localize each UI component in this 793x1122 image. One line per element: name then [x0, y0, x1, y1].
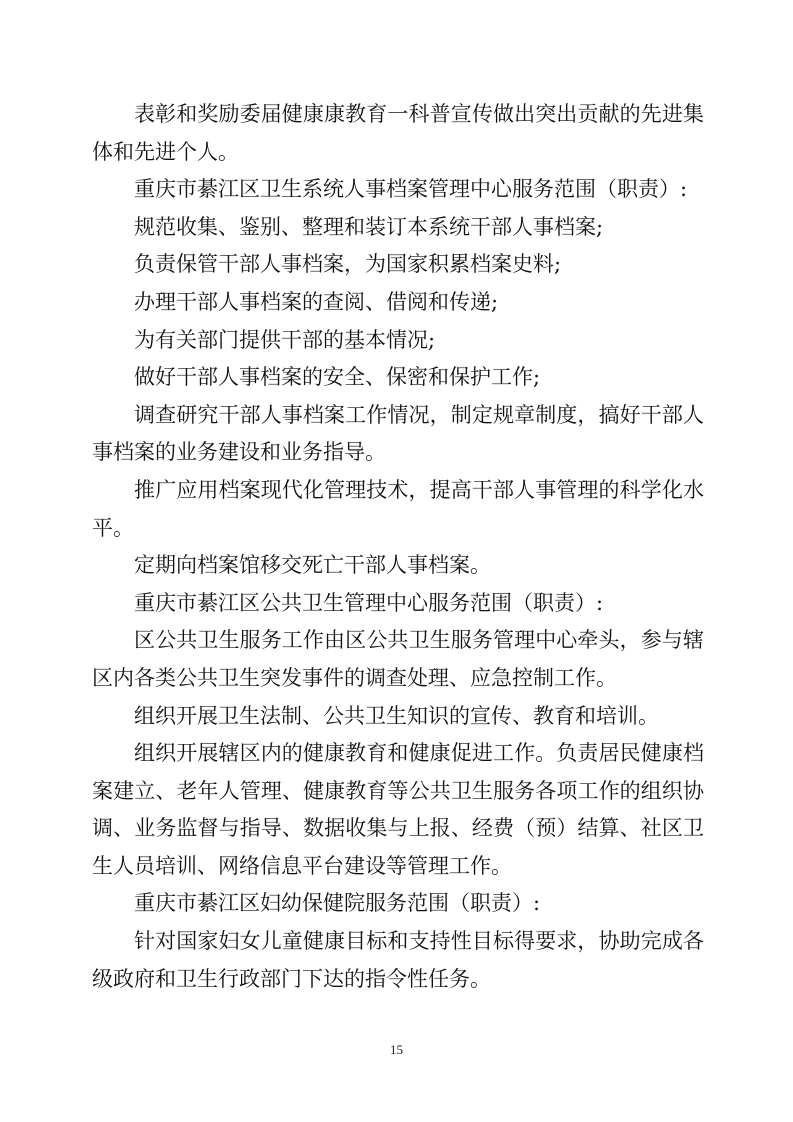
paragraph: 组织开展辖区内的健康教育和健康促进工作。负责居民健康档案建立、老年人管理、健康教育等公共卫生服务各项工作的组织协调、业务监督与指导、数据收集与上报、经费（预）结算、社区卫生人员培训、网络信息平台建设等管理工作。: [92, 741, 704, 878]
paragraph: 推广应用档案现代化管理技术，提高干部人事管理的科学化水平。: [92, 477, 704, 540]
paragraph: 为有关部门提供干部的基本情况;: [134, 327, 436, 352]
page-number: 15: [390, 1042, 403, 1057]
section-heading: 重庆市綦江区公共卫生管理中心服务范围（职责）:: [134, 590, 604, 615]
paragraph: 组织开展卫生法制、公共卫生知识的宣传、教育和培训。: [134, 703, 659, 728]
section-heading: 重庆市綦江区卫生系统人事档案管理中心服务范围（职责）:: [134, 177, 688, 202]
paragraph: 调查研究干部人事档案工作情况，制定规章制度，搞好干部人事档案的业务建设和业务指导。: [92, 402, 704, 465]
paragraph: 定期向档案馆移交死亡干部人事档案。: [134, 553, 491, 578]
paragraph: 负责保管干部人事档案，为国家积累档案史料;: [134, 252, 562, 277]
section-heading: 重庆市綦江区妇幼保健院服务范围（职责）:: [134, 891, 541, 916]
document-body: [92, 96, 704, 998]
paragraph: 区公共卫生服务工作由区公共卫生服务管理中心牵头，参与辖区内各类公共卫生突发事件的调查处理、应急控制工作。: [92, 628, 704, 690]
paragraph: 做好干部人事档案的安全、保密和保护工作;: [134, 365, 541, 390]
paragraph: 针对国家妇女儿童健康目标和支持性目标得要求，协助完成各级政府和卫生行政部门下达的指令性任务。: [92, 929, 704, 991]
paragraph: 规范收集、鉴别、整理和装订本系统干部人事档案;: [134, 214, 604, 239]
paragraph: 办理干部人事档案的查阅、借阅和传递;: [134, 289, 499, 314]
paragraph: 表彰和奖励委届健康康教育一科普宣传做出突出贡献的先进集体和先进个人。: [92, 102, 704, 164]
